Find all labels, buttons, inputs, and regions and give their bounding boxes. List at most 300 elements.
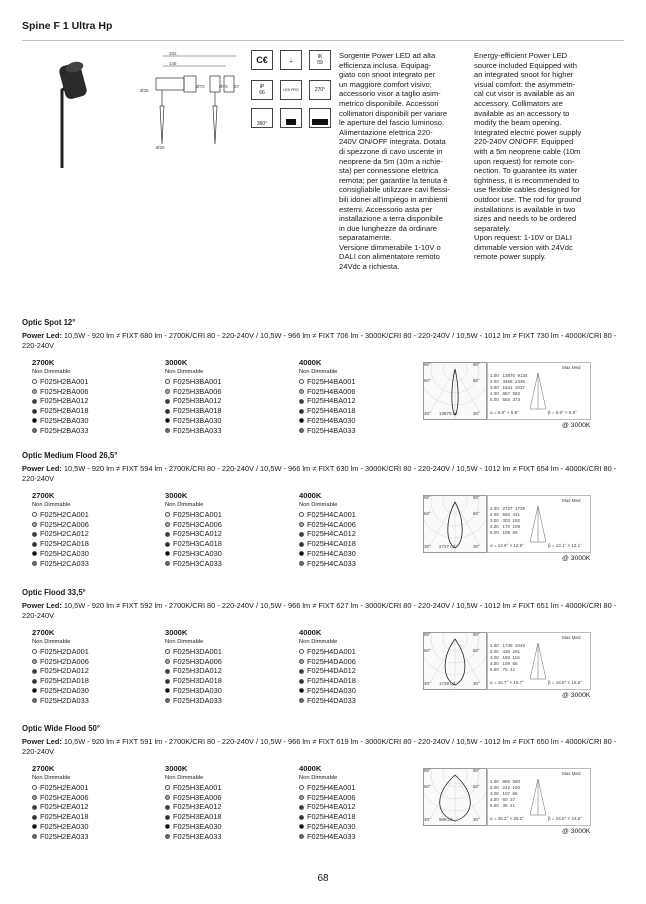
angle-90-right: 90° xyxy=(473,768,480,773)
product-code: F025H3DA030 xyxy=(173,685,222,695)
color-temperature: 3000K xyxy=(165,491,188,500)
finish-swatch xyxy=(32,551,37,556)
finish-swatch xyxy=(299,649,304,654)
code-column xyxy=(165,628,285,706)
code-column xyxy=(299,764,419,842)
led-pro-icon: LED PRO xyxy=(280,80,302,100)
mounting-icon xyxy=(280,108,302,128)
finish-swatch xyxy=(299,551,304,556)
product-code-row xyxy=(299,676,419,686)
product-code: F025H2BA006 xyxy=(40,386,89,396)
product-code-row xyxy=(32,647,152,657)
table-row-left: 2.00 682 431 xyxy=(490,512,521,517)
tilt-270-icon: 270° xyxy=(309,80,331,100)
finish-swatch xyxy=(165,409,170,414)
finish-swatch xyxy=(32,834,37,839)
description-italian: Sorgente Power LED ad alta efficienza inclusa. Equipag- giato con snoot integrato per un maggiore comfort visivo; accessorio visor a taglio asim- metrico disponibile. Accessori collimatori disponibili per variare le aperture del fascio luminoso. Alimentazione elettrica 220- 240V ON/OFF integrata. Dotata di spezzone di cavo uscente in neoprene da 5m (10m a richie- sta) per connessione elettrica remota; per garantire la tenuta è consigliabile utilizzare cavi flessi- bili idonei all'impiego in ambienti esterni. Accessorio asta per installazione a terra disponibile in due lunghezze da ordinare separatamente. Versione dimmerabile 1-10V o DALI con alimentatore remoto 24Vdc a richiesta. xyxy=(339,51,450,272)
ce-mark-icon: C€ xyxy=(251,50,273,70)
field-angle: β = 24.8° × 24.8° xyxy=(548,816,582,821)
product-code-row xyxy=(32,696,152,706)
power-led-specs xyxy=(22,331,622,351)
reference-temperature: @ 3000K xyxy=(562,692,591,699)
product-code: F025H2CA006 xyxy=(40,519,89,529)
beam-angle: α = 25.2° × 25.2° xyxy=(490,816,524,821)
finish-swatch xyxy=(299,795,304,800)
product-code: F025H4EA033 xyxy=(307,831,356,841)
peak-intensity: 1738 cd xyxy=(439,681,456,686)
finish-swatch xyxy=(32,659,37,664)
finish-swatch xyxy=(299,409,304,414)
product-code: F025H2DA018 xyxy=(40,676,89,686)
power-label: Power Led: xyxy=(22,464,62,473)
angle-60-right: 60° xyxy=(473,378,480,383)
product-code-row xyxy=(165,793,285,803)
finish-swatch xyxy=(165,805,170,810)
finish-swatch xyxy=(32,418,37,423)
color-temperature: 4000K xyxy=(299,764,322,773)
finish-swatch xyxy=(299,834,304,839)
finish-swatch xyxy=(165,659,170,664)
finish-swatch xyxy=(299,418,304,423)
finish-swatch xyxy=(165,512,170,517)
product-code: F025H3CA001 xyxy=(173,509,222,519)
product-code: F025H4DA001 xyxy=(307,646,356,656)
code-column xyxy=(32,764,152,842)
finish-swatch xyxy=(32,815,37,820)
product-code: F025H4CA030 xyxy=(307,548,356,558)
product-code-row xyxy=(165,676,285,686)
technical-drawing xyxy=(136,48,248,160)
finish-swatch xyxy=(32,688,37,693)
power-label: Power Led: xyxy=(22,331,62,340)
field-angle: β = 5.9° × 5.9° xyxy=(548,410,577,415)
dim-d70-b: Ø70 xyxy=(219,84,228,89)
finish-swatch xyxy=(299,389,304,394)
angle-60-right: 60° xyxy=(473,784,480,789)
dimming-note: Non Dimmable xyxy=(299,774,338,781)
field-angle: β = 16.8° × 16.8° xyxy=(548,680,582,685)
product-code-row xyxy=(165,696,285,706)
dim-d70-a: Ø70 xyxy=(196,84,205,89)
product-code: F025H4EA018 xyxy=(307,812,356,822)
finish-swatch xyxy=(299,379,304,384)
product-code: F025H3BA033 xyxy=(173,425,222,435)
product-code-row xyxy=(299,666,419,676)
angle-90-right: 90° xyxy=(473,632,480,637)
color-temperature: 2700K xyxy=(32,764,55,773)
ip-label: IP xyxy=(259,84,265,90)
dim-182: 182 xyxy=(169,51,177,56)
product-code: F025H3DA012 xyxy=(173,666,222,676)
product-code-row xyxy=(165,387,285,397)
product-code: F025H2DA001 xyxy=(40,646,89,656)
code-column xyxy=(299,358,419,436)
ip-rating-icon xyxy=(251,80,273,100)
product-code: F025H2BA033 xyxy=(40,425,89,435)
finish-swatch xyxy=(299,679,304,684)
power-text: 10,5W - 920 lm ≠ FIXT 594 lm - 2700K/CRI 80 - 220-240V / 10,5W - 966 lm ≠ FIXT 630 lm - 3000K/CRI 80 - 220-240V / 10,5W - 1012 lm ≠ FIXT 654 lm - 4000K/CRI 80 - 220-240V xyxy=(22,464,617,483)
product-code-row xyxy=(32,416,152,426)
power-text: 10,5W - 920 lm ≠ FIXT 680 lm - 2700K/CRI 80 - 220-240V / 10,5W - 966 lm ≠ FIXT 706 lm - 3000K/CRI 80 - 220-240V / 10,5W - 1012 lm ≠ FIXT 730 lm - 4000K/CRI 80 - 220-240V xyxy=(22,331,617,350)
table-row-left: 3.00 193 116 xyxy=(490,655,520,660)
power-label: Power Led: xyxy=(22,737,62,746)
angle-60-right: 60° xyxy=(473,511,480,516)
product-code: F025H3DA018 xyxy=(173,676,222,686)
table-row-left: 4.00 109 65 xyxy=(490,661,518,666)
product-code: F025H4BA033 xyxy=(307,425,356,435)
finish-swatch xyxy=(165,688,170,693)
product-code: F025H3DA006 xyxy=(173,656,222,666)
product-code: F025H2DA006 xyxy=(40,656,89,666)
angle-60-left: 60° xyxy=(424,511,431,516)
product-code: F025H3BA012 xyxy=(173,396,222,406)
beam-angle: α = 16.7° × 16.7° xyxy=(490,680,524,685)
finish-swatch xyxy=(299,399,304,404)
product-code: F025H2BA001 xyxy=(40,376,89,386)
product-code-row xyxy=(32,549,152,559)
ik-rating-icon xyxy=(309,50,331,70)
finish-swatch xyxy=(299,698,304,703)
product-code-row xyxy=(299,416,419,426)
finish-swatch xyxy=(299,785,304,790)
product-code: F025H2DA012 xyxy=(40,666,89,676)
color-temperature: 4000K xyxy=(299,358,322,367)
product-photo xyxy=(38,52,100,168)
finish-swatch xyxy=(165,399,170,404)
reference-temperature: @ 3000K xyxy=(562,422,591,429)
dimming-note: Non Dimmable xyxy=(165,774,204,781)
finish-swatch xyxy=(32,805,37,810)
finish-swatch xyxy=(165,785,170,790)
product-code: F025H4CA033 xyxy=(307,558,356,568)
finish-swatch xyxy=(165,815,170,820)
product-code-row xyxy=(165,549,285,559)
finish-swatch xyxy=(32,649,37,654)
angle-30-left: 30° xyxy=(424,681,431,686)
product-code-row xyxy=(32,666,152,676)
product-code-row xyxy=(32,510,152,520)
product-code: F025H4CA001 xyxy=(307,509,356,519)
angle-60-left: 60° xyxy=(424,648,431,653)
color-temperature: 4000K xyxy=(299,628,322,637)
product-code-row xyxy=(299,396,419,406)
finish-swatch xyxy=(299,522,304,527)
table-row-left: 5.00 555 373 xyxy=(490,397,521,402)
product-code: F025H4BA018 xyxy=(307,406,356,416)
finish-swatch xyxy=(165,834,170,839)
reference-temperature: @ 3000K xyxy=(562,828,591,835)
product-code-row xyxy=(32,396,152,406)
finish-swatch xyxy=(299,659,304,664)
section-title: Optic Wide Flood 50° xyxy=(22,724,100,733)
product-code: F025H3EA001 xyxy=(173,782,222,792)
table-row-left: 5.00 39 21 xyxy=(490,803,516,808)
finish-swatch xyxy=(165,389,170,394)
class1-icon: ⏚ xyxy=(280,50,302,70)
rotation-360-icon: 360° xyxy=(251,108,273,128)
product-code-row xyxy=(32,783,152,793)
product-code-row xyxy=(299,559,419,569)
illuminance-table xyxy=(487,632,591,690)
color-temperature: 4000K xyxy=(299,491,322,500)
angle-30-left: 30° xyxy=(424,544,431,549)
product-code: F025H4DA030 xyxy=(307,685,356,695)
beam-angle: α = 5.8° × 5.8° xyxy=(490,410,519,415)
finish-swatch xyxy=(32,522,37,527)
product-code: F025H2CA018 xyxy=(40,539,89,549)
product-code-row xyxy=(32,377,152,387)
code-column xyxy=(32,491,152,569)
product-code: F025H3DA033 xyxy=(173,695,222,705)
finish-swatch xyxy=(32,409,37,414)
product-code: F025H2EA033 xyxy=(40,831,89,841)
product-code: F025H4EA012 xyxy=(307,802,356,812)
color-temperature: 3000K xyxy=(165,358,188,367)
ik-value: 09 xyxy=(317,60,323,66)
code-column xyxy=(32,628,152,706)
finish-swatch xyxy=(165,551,170,556)
product-code: F025H3CA018 xyxy=(173,539,222,549)
dimming-note: Non Dimmable xyxy=(299,368,338,375)
product-code-row xyxy=(165,529,285,539)
product-code: F025H3EA012 xyxy=(173,802,222,812)
reference-temperature: @ 3000K xyxy=(562,555,591,562)
product-code-row xyxy=(165,802,285,812)
product-code-row xyxy=(165,520,285,530)
product-code: F025H4DA033 xyxy=(307,695,356,705)
peak-intensity: 2727 cd xyxy=(439,544,456,549)
product-code: F025H3CA012 xyxy=(173,529,222,539)
product-code-row xyxy=(32,676,152,686)
product-code-row xyxy=(32,520,152,530)
product-code-row xyxy=(165,822,285,832)
product-code: F025H3CA006 xyxy=(173,519,222,529)
angle-30-right: 30° xyxy=(473,681,480,686)
product-code-row xyxy=(299,520,419,530)
product-code-row xyxy=(165,812,285,822)
table-row-left: 1.00 1738 1049 xyxy=(490,643,526,648)
angle-60-left: 60° xyxy=(424,784,431,789)
angle-60-left: 60° xyxy=(424,378,431,383)
product-code: F025H3CA030 xyxy=(173,548,222,558)
field-angle: β = 13.1° × 13.1° xyxy=(548,543,582,548)
table-row-left: 1.00 2727 1726 xyxy=(490,506,526,511)
illuminance-table xyxy=(487,495,591,553)
beam-cone xyxy=(518,777,558,817)
product-code-row xyxy=(165,647,285,657)
power-text: 10,5W - 920 lm ≠ FIXT 592 lm - 2700K/CRI 80 - 220-240V / 10,5W - 966 lm ≠ FIXT 627 lm - 3000K/CRI 80 - 220-240V / 10,5W - 1012 lm ≠ FIXT 651 lm - 4000K/CRI 80 - 220-240V xyxy=(22,601,617,620)
table-row-left: 1.00 13870 9134 xyxy=(490,373,528,378)
dimming-note: Non Dimmable xyxy=(32,501,71,508)
table-header: Max Med xyxy=(562,498,581,503)
finish-swatch xyxy=(32,698,37,703)
product-code: F025H2EA030 xyxy=(40,821,89,831)
ik-label: IK xyxy=(317,54,323,60)
product-code: F025H2DA030 xyxy=(40,685,89,695)
dimming-note: Non Dimmable xyxy=(32,368,71,375)
table-header: Max Med xyxy=(562,771,581,776)
table-row-left: 2.00 242 150 xyxy=(490,785,521,790)
color-temperature: 2700K xyxy=(32,628,55,637)
finish-swatch xyxy=(299,824,304,829)
color-temperature: 3000K xyxy=(165,764,188,773)
dimming-note: Non Dimmable xyxy=(32,638,71,645)
finish-swatch xyxy=(32,669,37,674)
product-code-row xyxy=(165,657,285,667)
power-led-specs xyxy=(22,737,622,757)
product-code-row xyxy=(32,387,152,397)
product-code: F025H2EA012 xyxy=(40,802,89,812)
product-code: F025H4BA006 xyxy=(307,386,356,396)
product-code-row xyxy=(165,377,285,387)
finish-swatch xyxy=(32,542,37,547)
product-code-row xyxy=(299,426,419,436)
product-code-row xyxy=(32,539,152,549)
product-code-row xyxy=(299,783,419,793)
dim-d20: Ø20 xyxy=(156,145,165,150)
finish-swatch xyxy=(165,561,170,566)
ip-value: 66 xyxy=(259,90,265,96)
product-code-row xyxy=(165,426,285,436)
power-label: Power Led: xyxy=(22,601,62,610)
angle-90-right: 90° xyxy=(473,362,480,367)
product-code-row xyxy=(299,657,419,667)
code-column xyxy=(299,491,419,569)
table-row-left: 4.00 60 37 xyxy=(490,797,516,802)
product-code-row xyxy=(165,406,285,416)
section-title: Optic Spot 12° xyxy=(22,318,76,327)
beam-angle: α = 12.8° × 12.8° xyxy=(490,543,524,548)
dimming-note: Non Dimmable xyxy=(299,638,338,645)
finish-swatch xyxy=(32,824,37,829)
finish-swatch xyxy=(165,418,170,423)
product-code-row xyxy=(299,696,419,706)
angle-30-right: 30° xyxy=(473,411,480,416)
table-row-left: 3.00 1541 1037 xyxy=(490,385,526,390)
code-column xyxy=(165,358,285,436)
product-code-row xyxy=(299,406,419,416)
table-row-left: 3.00 303 192 xyxy=(490,518,521,523)
angle-90-left: 90° xyxy=(424,362,431,367)
product-code: F025H2DA033 xyxy=(40,695,89,705)
dimming-note: Non Dimmable xyxy=(165,638,204,645)
product-code: F025H4DA006 xyxy=(307,656,356,666)
ground-icon xyxy=(309,108,331,128)
finish-swatch xyxy=(32,389,37,394)
illuminance-table xyxy=(487,768,591,826)
table-row-left: 5.00 70 42 xyxy=(490,667,516,672)
finish-swatch xyxy=(299,428,304,433)
dimming-note: Non Dimmable xyxy=(299,501,338,508)
color-temperature: 3000K xyxy=(165,628,188,637)
illuminance-table xyxy=(487,362,591,420)
section-title: Optic Flood 33,5° xyxy=(22,588,86,597)
finish-swatch xyxy=(299,688,304,693)
product-code: F025H3BA006 xyxy=(173,386,222,396)
product-code-row xyxy=(299,377,419,387)
product-code-row xyxy=(299,822,419,832)
product-code-row xyxy=(32,529,152,539)
product-code-row xyxy=(32,686,152,696)
code-column xyxy=(165,764,285,842)
finish-swatch xyxy=(165,532,170,537)
product-code-row xyxy=(32,822,152,832)
finish-swatch xyxy=(165,824,170,829)
table-row-left: 3.00 107 66 xyxy=(490,791,518,796)
product-code: F025H2CA033 xyxy=(40,558,89,568)
product-code: F025H4BA030 xyxy=(307,415,356,425)
angle-90-left: 90° xyxy=(424,632,431,637)
angle-30-right: 30° xyxy=(473,544,480,549)
product-code: F025H3DA001 xyxy=(173,646,222,656)
product-code: F025H4EA030 xyxy=(307,821,356,831)
product-code-row xyxy=(165,416,285,426)
product-code-row xyxy=(299,529,419,539)
product-code-row xyxy=(32,832,152,842)
table-row-left: 5.00 109 69 xyxy=(490,530,518,535)
product-code: F025H2BA018 xyxy=(40,406,89,416)
angle-30-right: 30° xyxy=(473,817,480,822)
product-code-row xyxy=(32,802,152,812)
dim-d35: Ø35 xyxy=(140,88,149,93)
finish-swatch xyxy=(299,512,304,517)
finish-swatch xyxy=(299,532,304,537)
table-row-left: 4.00 867 583 xyxy=(490,391,521,396)
angle-90-left: 90° xyxy=(424,495,431,500)
table-header: Max Med xyxy=(562,635,581,640)
section-title: Optic Medium Flood 26,5° xyxy=(22,451,118,460)
product-code: F025H2BA012 xyxy=(40,396,89,406)
finish-swatch xyxy=(165,428,170,433)
product-code: F025H3BA001 xyxy=(173,376,222,386)
product-code: F025H4CA018 xyxy=(307,539,356,549)
finish-swatch xyxy=(299,805,304,810)
product-code-row xyxy=(165,832,285,842)
finish-swatch xyxy=(32,532,37,537)
table-header: Max Med xyxy=(562,365,581,370)
product-code-row xyxy=(299,812,419,822)
angle-60-right: 60° xyxy=(473,648,480,653)
product-code: F025H4CA006 xyxy=(307,519,356,529)
finish-swatch xyxy=(299,815,304,820)
finish-swatch xyxy=(299,561,304,566)
color-temperature: 2700K xyxy=(32,358,55,367)
dim-145: 145 xyxy=(169,61,177,66)
table-row-left: 2.00 3468 2336 xyxy=(490,379,526,384)
finish-swatch xyxy=(165,649,170,654)
page-title: Spine F 1 Ultra Hp xyxy=(22,20,113,32)
finish-swatch xyxy=(32,679,37,684)
finish-swatch xyxy=(32,428,37,433)
dim-87: 87 xyxy=(234,84,240,89)
product-code-row xyxy=(32,657,152,667)
finish-swatch xyxy=(165,542,170,547)
product-code-row xyxy=(165,666,285,676)
finish-swatch xyxy=(165,679,170,684)
product-code-row xyxy=(165,686,285,696)
product-code-row xyxy=(299,539,419,549)
description-english: Energy-efficient Power LED source included Equipped with an integrated snoot for higher visual comfort: the asymmetri- cal cut visor is available as an accessory. Collimators are available as an accessory to modify the beam opening. Integrated electric power supply 220-240V ON/OFF. Equipped with a 5m neoprene cable (10m upon request) for remote con- nection. To guarantee its water tightness, it is recommended to use flexible cables designed for outdoor use. The rod for ground installations is available in two sizes and needs to be ordered separately. Upon request: 1-10V or DALI dimmable version with 24Vdc remote power supply. xyxy=(474,51,582,262)
product-code-row xyxy=(165,510,285,520)
finish-swatch xyxy=(299,669,304,674)
table-row-left: 2.00 435 261 xyxy=(490,649,521,654)
product-code: F025H3EA018 xyxy=(173,812,222,822)
product-code-row xyxy=(32,406,152,416)
dimming-note: Non Dimmable xyxy=(32,774,71,781)
finish-swatch xyxy=(165,522,170,527)
dimming-note: Non Dimmable xyxy=(165,501,204,508)
product-code: F025H3EA033 xyxy=(173,831,222,841)
